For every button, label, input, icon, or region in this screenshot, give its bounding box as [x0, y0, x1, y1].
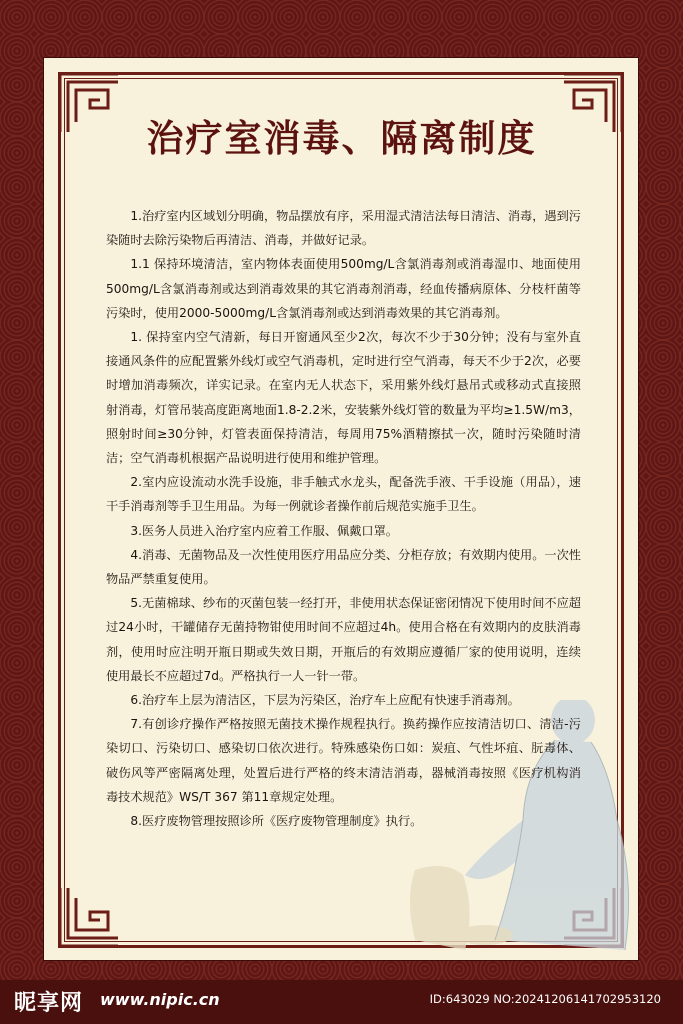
- page-title: 治疗室消毒、隔离制度: [146, 117, 537, 160]
- regulation-paragraph: 4.消毒、无菌物品及一次性使用医疗用品应分类、分柜存放；有效期内使用。一次性物品严禁重复使用。: [106, 547, 581, 587]
- regulation-paragraph: 7.有创诊疗操作严格按照无菌技术操作规程执行。换药操作应按清洁切口、清洁-污染切口、污染切口、感染切口依次进行。特殊感染伤口如：炭疽、气性坏疽、朊毒体、破伤风等严密隔离处理，处置后进行严格的终末清洁消毒，器械消毒按照《医疗机构消毒技术规范》WS/T 367 第11章规定处理。: [106, 717, 581, 804]
- site-logo: 昵享网: [14, 991, 84, 1016]
- regulation-paragraph: 1.1 保持环境清洁，室内物体表面使用500mg/L含氯消毒剂或消毒湿巾、地面使用500mg/L含氯消毒剂或达到消毒效果的其它消毒剂消毒，经血传播病原体、分枝杆菌等污染时，使用2000-5000mg/L含氯消毒剂或达到消毒效果的其它消毒剂。: [106, 257, 581, 320]
- image-id-label: ID:643029 NO:20241206141702953120: [429, 992, 661, 1006]
- regulation-paragraph: 6.治疗车上层为清洁区，下层为污染区，治疗车上应配有快速手消毒剂。: [130, 693, 520, 708]
- regulation-paragraph: 1.治疗室内区域划分明确，物品摆放有序，采用湿式清洁法每日清洁、消毒，遇到污染随时去除污染物后再清洁、消毒，并做好记录。: [106, 209, 581, 248]
- site-url: www.nipic.cn: [100, 990, 220, 1009]
- regulation-paragraph: 3.医务人员进入治疗室内应着工作服、佩戴口罩。: [130, 523, 398, 538]
- regulation-body: [106, 204, 581, 833]
- fret-corner-icon: [58, 886, 120, 948]
- regulation-paragraph: 5.无菌棉球、纱布的灭菌包装一经打开，非使用状态保证密闭情况下使用时间不应超过24小时，干罐储存无菌持物钳使用时间不应超过4h。使用合格在有效期内的皮肤消毒剂，使用时应注明开瓶日期或失效日期，开瓶后的有效期应遵循厂家的使用说明，连续使用最长不应超过7d。严格执行一人一针一带。: [106, 596, 581, 683]
- regulation-paragraph: 8.医疗废物管理按照诊所《医疗废物管理制度》执行。: [130, 814, 423, 829]
- regulation-paragraph: 2.室内应设流动水洗手设施，非手触式水龙头，配备洗手液、干手设施（用品），速干手消毒剂等手卫生用品。为每一例就诊者操作前后规范实施手卫生。: [106, 475, 581, 514]
- regulation-paragraph: 1. 保持室内空气清新，每日开窗通风至少2次，每次不少于30分钟；没有与室外直接通风条件的应配置紫外线灯或空气消毒机，定时进行空气消毒，每天不少于2次，必要时增加消毒频次，详实记录。在室内无人状态下，采用紫外线灯悬吊式或移动式直接照射消毒，灯管吊装高度距离地面1.8-2.2米，安装紫外线灯管的数量为平均≥1.5W/m3，照射时间≥30分钟，灯管表面保持清洁，每周用75%酒精擦拭一次，随时污染随时清洁；空气消毒机根据产品说明进行使用和维护管理。: [106, 330, 581, 466]
